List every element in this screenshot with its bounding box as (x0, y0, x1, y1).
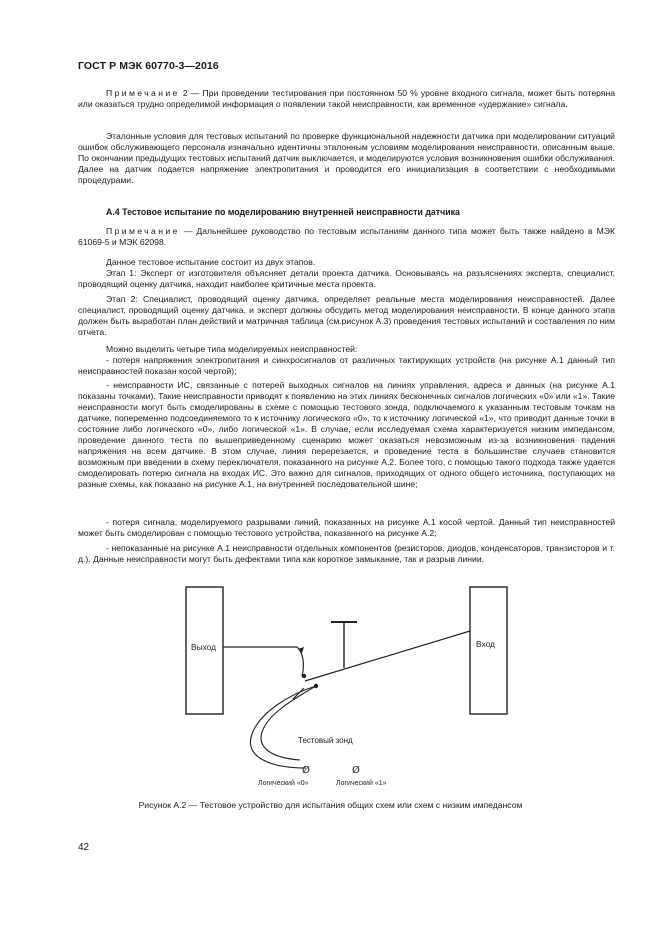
probe-label: Тестовый зонд (298, 736, 353, 745)
section-title: А.4 Тестовое испытание по моделированию внутренней неисправности датчика (106, 207, 460, 217)
probe-cable-outer (250, 686, 316, 768)
list-item-component-faults: - непоказанные на рисунке А.1 неисправности отдельных компонентов (резисторов, диодов, конденсаторов, транзисторов и т. д.). Данные неисправности могут быть дефектами типа как короткое замыкание, так и разрыв линии. (78, 543, 615, 564)
input-label: Вход (476, 639, 495, 649)
input-line (305, 631, 470, 681)
note-1-label: Примечание (106, 88, 180, 98)
paragraph-stage-1: Этап 1: Эксперт от изготовителя объясняет детали проекта датчика. Основываясь на разъяснениях эксперта, специалист, проводящий оценку датчика, находит наиболее критичные места проекта. (78, 268, 615, 289)
logic0-terminal-symbol: Ø (302, 765, 310, 776)
input-block (470, 587, 507, 714)
contact-dot-upper (302, 674, 306, 678)
note-2-label: Примечание (106, 226, 180, 236)
paragraph-stage-2: Этап 2: Специалист, проводящий оценку датчика, определяет реальные места моделирования неисправностей. Далее специалист, проводящий оценку датчика, и эксперт должны обсудить метод моделирования неисправности. В конце данного этапа должен быть выработан план действий и матричная таблица (см.рисунок А.3) проведения тестовых испытаний и составления по ним отчета. (78, 294, 615, 337)
logic1-label: Логический «1» (336, 780, 387, 787)
page-number: 42 (78, 842, 90, 853)
paragraph-two-stages: Данное тестовое испытание состоит из двух этапов. (106, 257, 316, 267)
list-item-power-loss: - потеря напряжения электропитания и синхросигналов от различных тактирующих устройств (на рисунке А.1 данный тип неисправностей показан косой чертой); (78, 355, 615, 376)
list-item-signal-loss: - потеря сигнала, моделируемого разрывами линий, показанных на рисунке А.1 косой чертой. Данный тип неисправностей может быть смоделирован с помощью тестового устройства, показанного на рисунке А.2; (78, 517, 615, 538)
note-2-text: — Дальнейшее руководство по тестовым испытаниям данного типа может быть также найдено в МЭК 61069-5 и МЭК 62098. (78, 226, 615, 247)
list-item-ic-faults: - неисправности ИС, связанные с потерей выходных сигналов на линиях управления, адреса и данных (на рисунке А.1 показаны точками). Такие неисправности приводят к появлению на этих линиях бесконечных сигналов логических «0» или «1». Такие неисправности могут быть смоделированы в схеме с помощью тестового зонда, подключаемого к указанным тестовым точкам на датчике, попеременно подсоединяемого то к источнику логического «0», то к источнику логической «1», что приводит данные точки в состояние либо логического «0», либо логической «1». В случае, если исследуемая схема характеризуется низким импедансом, проведение данного теста по вышеприведенному сценарию может оказаться невозможным из-за возникновения падения напряжения на всем датчике. В этом случае, линия перерезается, и проведение теста в большинстве случаев становится возможным при введении в схему переключателя, показанного на рисунке А.2. Более того, с помощью такого подхода также удается смоделировать потерю сигнала на входах ИС. Это важно для сигналов, приходящих от одного общего источника, поступающих на разные схемы, как показано на рисунке А.1, на внутренней последовательной шине; (78, 380, 615, 489)
logic1-terminal-symbol: Ø (352, 765, 360, 776)
paragraph-four-types: Можно выделить четыре типа моделируемых неисправностей: (106, 344, 358, 354)
standard-header: ГОСТ Р МЭК 60770-3—2016 (78, 60, 219, 72)
logic0-label: Логический «0» (258, 780, 309, 787)
figure-caption: Рисунок А.2 — Тестовое устройство для испытания общих схем или схем с низким импедансом (138, 800, 523, 810)
note-1-text: 2 — При проведении тестирования при постоянном 50 % уровне входного сигнала, может быть потеряна или оказаться трудно определимой информация о появлении такой неисправности, как временное «удержание» сигнала. (78, 88, 615, 109)
paragraph-reference-conditions: Эталонные условия для тестовых испытаний по проверке функциональной надежности датчика при моделировании ситуаций ошибок обслуживающего персонала изначально идентичны эталонным условиям моделирования неисправности, описанным выше. По окончании предыдущих тестовых испытаний датчик выключается, и моделируются условия возникновения ошибки обслуживания. Далее на датчик подается напряжение электропитания и проводится его инициализация в соответствии с необходимыми процедурами. (78, 131, 615, 185)
output-label: Выход (191, 642, 217, 652)
